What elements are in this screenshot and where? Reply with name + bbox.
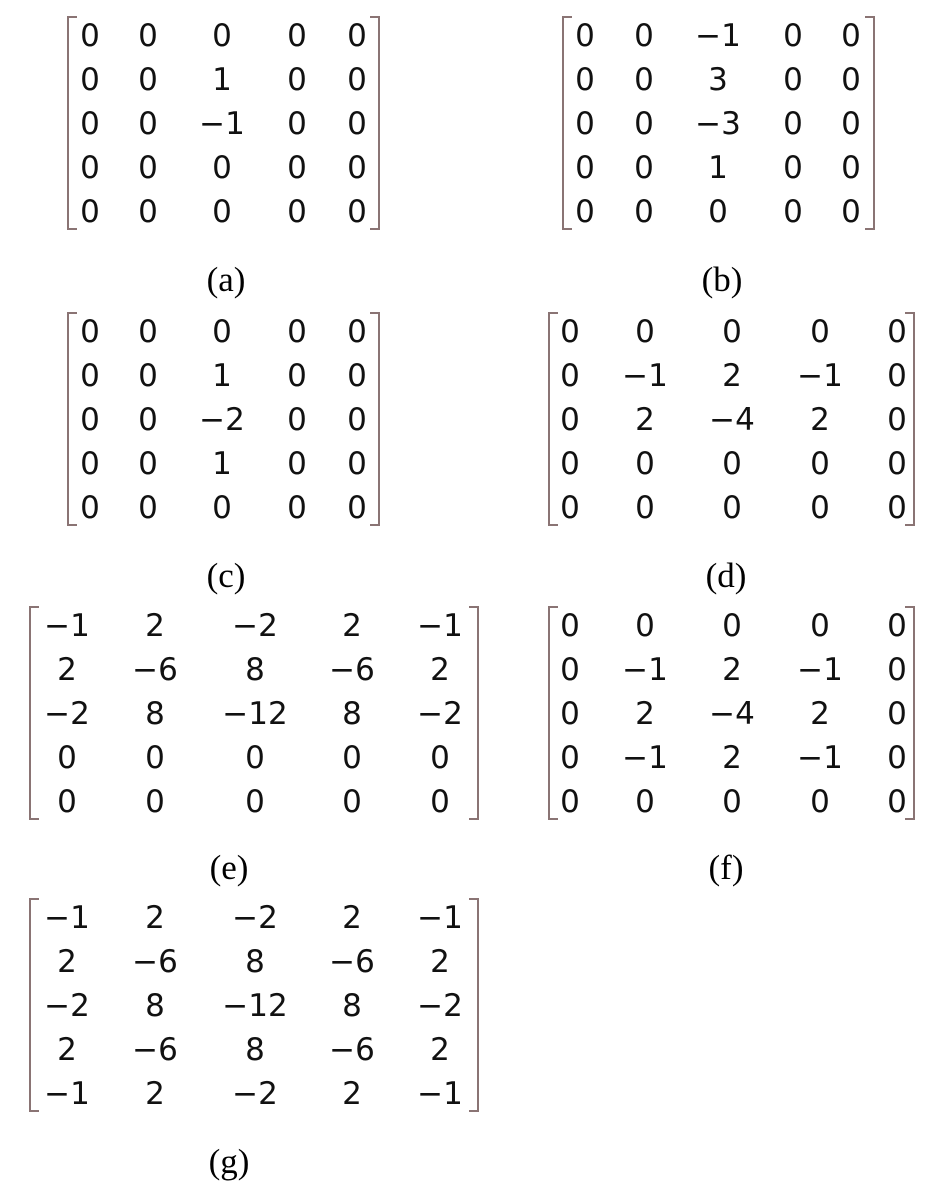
matrix-cell: 0 (347, 62, 367, 98)
matrix-cell: 0 (841, 194, 861, 230)
matrix-row (67, 14, 380, 58)
matrix-cell: −2 (232, 608, 278, 644)
matrix-cell: 0 (887, 314, 907, 350)
matrix-cell: −12 (222, 696, 288, 732)
matrix-cell: 8 (245, 1032, 265, 1068)
matrix-cell: 2 (722, 652, 742, 688)
matrix-cell: 8 (342, 696, 362, 732)
matrix-row (548, 398, 915, 442)
matrix-cell: 0 (887, 652, 907, 688)
matrix-cell: 0 (887, 446, 907, 482)
matrix-cell: 0 (887, 740, 907, 776)
matrix-figure-g (29, 898, 479, 1112)
matrix-cell: 0 (138, 490, 158, 526)
matrix-cell: 0 (783, 62, 803, 98)
figure-caption: (a) (206, 260, 246, 299)
matrix (67, 16, 380, 230)
matrix-cell: 0 (560, 446, 580, 482)
matrix-cell: 1 (212, 358, 232, 394)
matrix-cell: 0 (575, 150, 595, 186)
matrix-cell: 0 (342, 740, 362, 776)
matrix-cell: 0 (347, 18, 367, 54)
matrix-cell: 0 (887, 784, 907, 820)
matrix-cell: 0 (80, 150, 100, 186)
matrix-cell: 0 (722, 608, 742, 644)
matrix-row (29, 736, 479, 780)
matrix-cell: 0 (841, 18, 861, 54)
matrix-cell: −2 (44, 696, 90, 732)
matrix-row (29, 780, 479, 824)
matrix (29, 898, 479, 1112)
matrix-cell: −1 (417, 900, 463, 936)
matrix-cell: 2 (57, 944, 77, 980)
matrix-cell: 0 (138, 150, 158, 186)
matrix-row (29, 604, 479, 648)
matrix-cell: −1 (622, 358, 668, 394)
matrix-cell: 0 (347, 446, 367, 482)
matrix-cell: −1 (695, 18, 741, 54)
matrix-cell: 0 (634, 18, 654, 54)
matrix-cell: 0 (575, 194, 595, 230)
matrix-row (562, 58, 875, 102)
matrix-row (562, 102, 875, 146)
matrix-cell: 0 (575, 106, 595, 142)
matrix-cell: 2 (342, 1076, 362, 1112)
figure-caption: (b) (701, 260, 743, 299)
matrix-cell: 0 (783, 106, 803, 142)
matrix-row (562, 190, 875, 234)
matrix-cell: 0 (841, 106, 861, 142)
matrix-row (67, 310, 380, 354)
matrix-cell: 0 (145, 740, 165, 776)
matrix-cell: 0 (635, 784, 655, 820)
matrix-cell: 0 (287, 490, 307, 526)
matrix-cell: 0 (138, 402, 158, 438)
matrix-cell: 8 (245, 944, 265, 980)
matrix-cell: 0 (347, 106, 367, 142)
matrix-cell: 0 (138, 18, 158, 54)
matrix-cell: 0 (347, 194, 367, 230)
matrix-cell: 0 (287, 446, 307, 482)
matrix-figure-c (67, 312, 380, 526)
matrix-cell: 0 (575, 62, 595, 98)
matrix-cell: −2 (232, 900, 278, 936)
matrix-cell: 0 (841, 150, 861, 186)
matrix-cell: 0 (80, 446, 100, 482)
matrix-row (67, 442, 380, 486)
matrix-row (29, 984, 479, 1028)
matrix-cell: 0 (287, 358, 307, 394)
matrix-row (548, 780, 915, 824)
matrix-cell: 0 (212, 490, 232, 526)
matrix-row (548, 442, 915, 486)
matrix-cell: 0 (57, 740, 77, 776)
matrix-cell: −4 (709, 696, 755, 732)
matrix-cell: 2 (810, 696, 830, 732)
matrix-cell: 0 (80, 402, 100, 438)
matrix-cell: −2 (417, 988, 463, 1024)
matrix-cell: 0 (635, 314, 655, 350)
matrix-cell: 0 (430, 740, 450, 776)
matrix-cell: 0 (722, 314, 742, 350)
matrix-cell: 0 (810, 784, 830, 820)
matrix-cell: 2 (342, 608, 362, 644)
matrix-cell: 0 (708, 194, 728, 230)
matrix-cell: 0 (80, 62, 100, 98)
matrix-cell: 0 (560, 358, 580, 394)
matrix-cell: −1 (44, 1076, 90, 1112)
matrix-cell: 0 (634, 150, 654, 186)
matrix-figure-e (29, 606, 479, 820)
matrix-cell: 2 (57, 1032, 77, 1068)
matrix-cell: −4 (709, 402, 755, 438)
matrix-cell: 3 (708, 62, 728, 98)
matrix-cell: 2 (57, 652, 77, 688)
matrix-cell: 0 (245, 784, 265, 820)
matrix-cell: 0 (347, 358, 367, 394)
matrix-cell: 0 (560, 490, 580, 526)
matrix-cell: 0 (560, 696, 580, 732)
matrix-cell: 0 (347, 402, 367, 438)
matrix-cell: 0 (287, 62, 307, 98)
matrix-figure-a (67, 16, 380, 230)
matrix-cell: 0 (80, 18, 100, 54)
matrix-cell: −1 (44, 900, 90, 936)
matrix-cell: 0 (783, 150, 803, 186)
matrix-cell: −6 (329, 1032, 375, 1068)
matrix-cell: 2 (342, 900, 362, 936)
matrix-cell: 8 (245, 652, 265, 688)
matrix-row (29, 692, 479, 736)
matrix-cell: 2 (635, 696, 655, 732)
matrix-row (548, 310, 915, 354)
matrix-cell: 0 (80, 194, 100, 230)
matrix-figure-d (548, 312, 915, 526)
matrix-cell: 0 (560, 652, 580, 688)
matrix-cell: 2 (430, 944, 450, 980)
matrix-cell: 0 (634, 62, 654, 98)
matrix-cell: 0 (634, 194, 654, 230)
matrix-row (548, 648, 915, 692)
matrix-cell: 0 (287, 18, 307, 54)
figure-caption: (g) (208, 1142, 250, 1181)
matrix-row (562, 146, 875, 190)
matrix-row (562, 14, 875, 58)
matrix-row (29, 896, 479, 940)
matrix-cell: 0 (560, 314, 580, 350)
matrix-cell: 0 (634, 106, 654, 142)
matrix-cell: −1 (44, 608, 90, 644)
matrix-cell: 0 (810, 446, 830, 482)
matrix-cell: −2 (199, 402, 245, 438)
matrix-cell: −2 (44, 988, 90, 1024)
matrix-cell: 0 (212, 314, 232, 350)
figure-caption: (e) (209, 848, 249, 887)
matrix-row (67, 58, 380, 102)
matrix-cell: −1 (622, 740, 668, 776)
matrix-row (67, 146, 380, 190)
matrix-cell: −6 (132, 944, 178, 980)
matrix (562, 16, 875, 230)
matrix-row (67, 102, 380, 146)
matrix-cell: 0 (287, 150, 307, 186)
matrix-cell: 0 (887, 402, 907, 438)
matrix-cell: 0 (287, 106, 307, 142)
matrix-cell: 0 (80, 358, 100, 394)
figure-caption: (f) (708, 848, 744, 887)
matrix-cell: −6 (329, 944, 375, 980)
matrix-row (67, 190, 380, 234)
figure-caption: (c) (206, 556, 246, 595)
matrix-cell: 0 (245, 740, 265, 776)
matrix-cell: 0 (138, 194, 158, 230)
matrix-cell: −12 (222, 988, 288, 1024)
matrix-cell: 0 (138, 106, 158, 142)
matrix-cell: 0 (887, 696, 907, 732)
matrix-cell: 0 (635, 446, 655, 482)
matrix-cell: 0 (80, 490, 100, 526)
matrix-row (548, 736, 915, 780)
matrix-cell: 0 (347, 150, 367, 186)
matrix-cell: 0 (80, 106, 100, 142)
matrix-row (29, 648, 479, 692)
matrix-cell: 0 (145, 784, 165, 820)
matrix-cell: 0 (430, 784, 450, 820)
matrix-cell: 0 (342, 784, 362, 820)
matrix-cell: −1 (417, 1076, 463, 1112)
matrix-cell: 2 (722, 358, 742, 394)
matrix-cell: −1 (797, 652, 843, 688)
matrix-cell: 2 (145, 900, 165, 936)
matrix-cell: 8 (145, 988, 165, 1024)
matrix-cell: 0 (810, 608, 830, 644)
matrix-figure-f (548, 606, 915, 820)
matrix-cell: 0 (635, 608, 655, 644)
matrix-cell: −2 (232, 1076, 278, 1112)
matrix-cell: 0 (560, 740, 580, 776)
matrix-cell: 0 (138, 314, 158, 350)
matrix-cell: −1 (797, 740, 843, 776)
figure-caption: (d) (705, 556, 747, 595)
matrix-cell: 8 (145, 696, 165, 732)
matrix-cell: 0 (887, 358, 907, 394)
matrix-cell: 1 (708, 150, 728, 186)
matrix-row (67, 486, 380, 530)
matrix-cell: 1 (212, 446, 232, 482)
matrix-cell: −6 (132, 652, 178, 688)
matrix-cell: 0 (287, 194, 307, 230)
matrix-row (548, 486, 915, 530)
matrix-cell: 2 (722, 740, 742, 776)
matrix-cell: 0 (887, 608, 907, 644)
matrix-row (548, 354, 915, 398)
matrix (548, 606, 915, 820)
matrix-cell: 0 (560, 608, 580, 644)
matrix-row (548, 604, 915, 648)
matrix-cell: 0 (783, 194, 803, 230)
matrix-cell: 0 (212, 150, 232, 186)
matrix-cell: −1 (199, 106, 245, 142)
matrix-cell: −6 (329, 652, 375, 688)
matrix-cell: 0 (575, 18, 595, 54)
matrix-cell: 0 (138, 446, 158, 482)
matrix-cell: 0 (783, 18, 803, 54)
matrix-cell: 0 (810, 314, 830, 350)
matrix-cell: −1 (797, 358, 843, 394)
matrix-cell: 0 (212, 18, 232, 54)
matrix-cell: −2 (417, 696, 463, 732)
matrix-cell: 0 (560, 402, 580, 438)
matrix-cell: 0 (57, 784, 77, 820)
matrix-cell: −1 (622, 652, 668, 688)
matrix (548, 312, 915, 526)
matrix-cell: 0 (722, 446, 742, 482)
matrix-cell: 2 (635, 402, 655, 438)
matrix-cell: 0 (212, 194, 232, 230)
matrix-cell: 2 (430, 1032, 450, 1068)
matrix-cell: 0 (722, 490, 742, 526)
matrix (67, 312, 380, 526)
matrix-cell: 2 (145, 608, 165, 644)
matrix-cell: 0 (722, 784, 742, 820)
matrix-cell: 2 (430, 652, 450, 688)
matrix-cell: 0 (287, 402, 307, 438)
matrix-cell: 0 (347, 314, 367, 350)
matrix-row (548, 692, 915, 736)
matrix-cell: 0 (138, 358, 158, 394)
matrix-cell: 0 (560, 784, 580, 820)
matrix-cell: 0 (810, 490, 830, 526)
matrix-row (29, 1028, 479, 1072)
matrix-cell: 0 (887, 490, 907, 526)
matrix-figure-b (562, 16, 875, 230)
matrix-row (67, 354, 380, 398)
matrix (29, 606, 479, 820)
matrix-row (29, 1072, 479, 1116)
matrix-cell: 2 (145, 1076, 165, 1112)
matrix-row (67, 398, 380, 442)
matrix-cell: 0 (138, 62, 158, 98)
matrix-cell: 2 (810, 402, 830, 438)
matrix-cell: 0 (635, 490, 655, 526)
matrix-cell: 8 (342, 988, 362, 1024)
matrix-cell: −1 (417, 608, 463, 644)
matrix-cell: 0 (841, 62, 861, 98)
matrix-cell: 0 (287, 314, 307, 350)
matrix-cell: 1 (212, 62, 232, 98)
matrix-row (29, 940, 479, 984)
matrix-cell: −6 (132, 1032, 178, 1068)
matrix-cell: −3 (695, 106, 741, 142)
matrix-cell: 0 (347, 490, 367, 526)
matrix-cell: 0 (80, 314, 100, 350)
